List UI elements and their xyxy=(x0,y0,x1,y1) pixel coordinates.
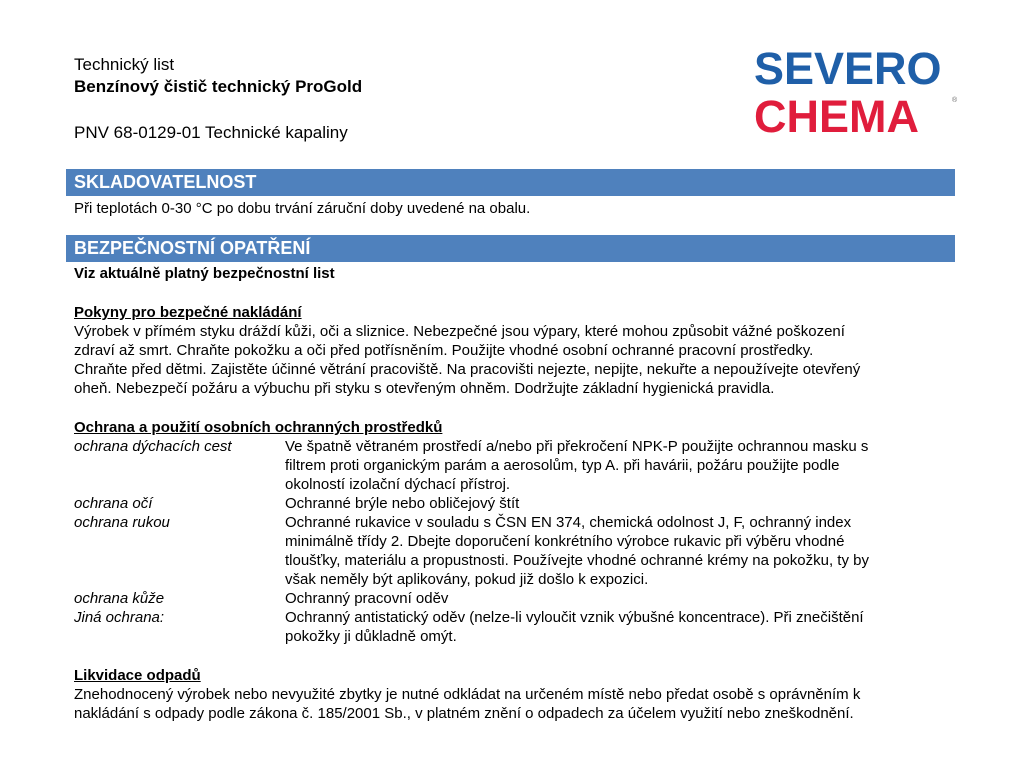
ppe-line: minimálně třídy 2. Dbejte doporučení konkrétního výrobce rukavic při výběru vhodné xyxy=(285,533,845,550)
handling-line: Výrobek v přímém styku dráždí kůži, oči a sliznice. Nebezpečné jsou výpary, které mohou způsobit vážné poškození xyxy=(74,323,845,340)
ppe-line: Ochranné brýle nebo obličejový štít xyxy=(285,495,520,512)
ppe-line: filtrem proti organickým parám a aerosolům, typ A. při havárii, požáru použijte podle xyxy=(285,457,840,474)
ppe-label: ochrana rukou xyxy=(74,514,170,531)
disposal-line: nakládání s odpady podle zákona č. 185/2001 Sb., v platném znění o odpadech za účelem využití nebo zneškodnění. xyxy=(74,705,854,722)
section-heading-safety: BEZPEČNOSTNÍ OPATŘENÍ xyxy=(66,235,955,262)
handling-paragraph xyxy=(74,322,953,398)
section-heading-storage: SKLADOVATELNOST xyxy=(66,169,955,196)
ppe-line: Ochranné rukavice v souladu s ČSN EN 374, chemická odolnost J, F, ochranný index xyxy=(285,514,852,531)
ppe-value xyxy=(285,513,954,589)
ppe-value xyxy=(285,608,954,646)
logo-line-bottom: CHEMA xyxy=(754,91,919,142)
disposal-line: Znehodnocený výrobek nebo nevyužité zbytky je nutné odkládat na určeném místě nebo předat osobě s oprávněním k xyxy=(74,686,861,703)
ppe-value xyxy=(285,589,954,608)
ppe-label: ochrana očí xyxy=(74,495,153,512)
storage-text: Při teplotách 0-30 °C po dobu trvání záruční doby uvedené na obalu. xyxy=(74,200,531,217)
ppe-line: Ve špatně větraném prostředí a/nebo při překročení NPK-P použijte ochrannou masku s xyxy=(285,438,869,455)
handling-line: oheň. Nebezpečí požáru a výbuchu při styku s otevřeným ohněm. Dodržujte základní hygienická pravidla. xyxy=(74,380,775,397)
logo-registered-mark: ® xyxy=(952,97,958,104)
handling-line: zdraví až smrt. Chraňte pokožku a oči před potřísněním. Použijte vhodné osobní ochranné pracovní prostředky. xyxy=(74,342,814,359)
ppe-line: Ochranný antistatický oděv (nelze-li vyloučit vznik výbušné koncentrace). Při znečištění xyxy=(285,609,864,626)
ppe-value xyxy=(285,437,954,494)
safety-note: Viz aktuálně platný bezpečnostní list xyxy=(74,265,335,282)
document-type: Technický list xyxy=(74,55,175,74)
ppe-line: tloušťky, materiálu a propustnosti. Používejte vhodné ochranné krémy na pokožku, ty by xyxy=(285,552,869,569)
handling-line: Chraňte před dětmi. Zajistěte účinné větrání pracoviště. Na pracovišti nejezte, nepijte, nekuřte a nepoužívejte otevřený xyxy=(74,361,861,378)
handling-heading: Pokyny pro bezpečné nakládání xyxy=(74,304,302,321)
product-title: Benzínový čistič technický ProGold xyxy=(74,77,363,96)
company-logo xyxy=(754,42,959,142)
standard-line: PNV 68-0129-01 Technické kapaliny xyxy=(74,123,348,142)
logo-line-top: SEVERO xyxy=(754,43,942,94)
ppe-heading: Ochrana a použití osobních ochranných prostředků xyxy=(74,419,443,436)
ppe-line: pokožky ji důkladně omýt. xyxy=(285,628,457,645)
ppe-label: ochrana kůže xyxy=(74,590,165,607)
ppe-line: okolností izolační dýchací přístroj. xyxy=(285,476,511,493)
ppe-label: Jiná ochrana: xyxy=(74,609,165,626)
disposal-paragraph xyxy=(74,685,954,723)
ppe-label: ochrana dýchacích cest xyxy=(74,438,232,455)
ppe-line: Ochranný pracovní oděv xyxy=(285,590,449,607)
ppe-line: však neměly být aplikovány, pokud již došlo k expozici. xyxy=(285,571,649,588)
ppe-value xyxy=(285,494,954,513)
disposal-heading: Likvidace odpadů xyxy=(74,667,201,684)
